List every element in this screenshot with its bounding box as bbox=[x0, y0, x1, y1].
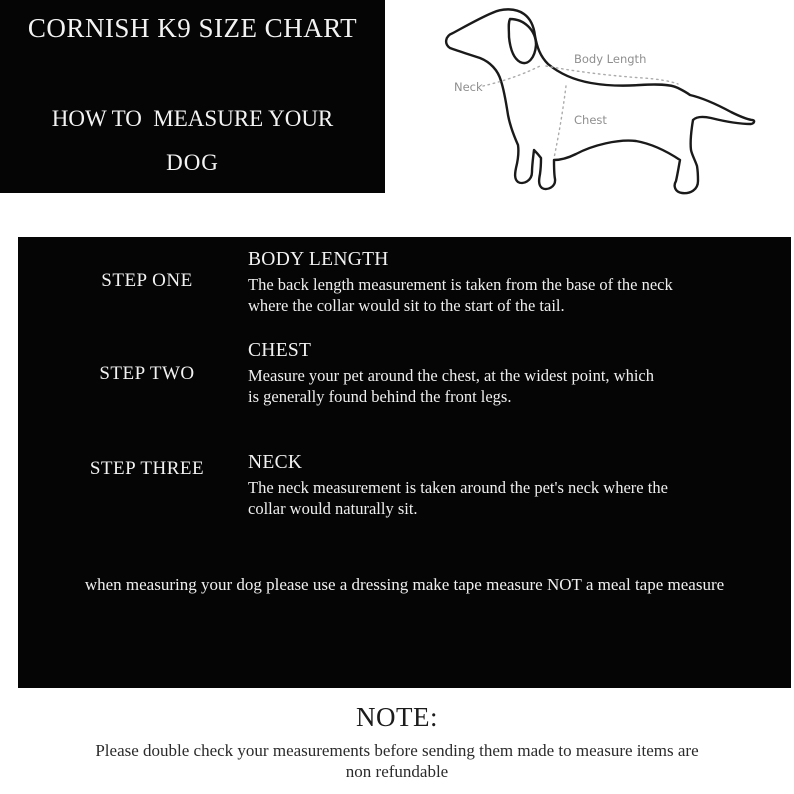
dog-body-outline bbox=[446, 9, 754, 193]
page-title: CORNISH K9 SIZE CHART bbox=[27, 13, 358, 43]
note-body-line1: Please double check your measurements before sending them made to measure items are bbox=[95, 741, 699, 760]
note-body-line2: non refundable bbox=[345, 762, 449, 781]
step-two-heading: CHEST bbox=[248, 340, 312, 361]
page-subtitle-line1: HOW TO MEASURE YOUR bbox=[51, 106, 334, 131]
step-three-label: STEP THREE bbox=[89, 458, 205, 479]
dachshund-outline-drawing bbox=[428, 2, 792, 217]
chest-measure-line bbox=[554, 86, 566, 158]
step-three-description bbox=[248, 478, 753, 519]
tape-measure-footnote: when measuring your dog please use a dressing make tape measure NOT a meal tape measure bbox=[84, 575, 725, 594]
step-three-description-line2: collar would naturally sit. bbox=[248, 498, 418, 518]
step-one-description-line2: where the collar would sit to the start of the tail. bbox=[248, 295, 565, 315]
step-one-description-line1: The back length measurement is taken from the base of the neck bbox=[248, 275, 673, 294]
step-one-label: STEP ONE bbox=[101, 270, 193, 291]
measuring-steps-panel bbox=[18, 237, 791, 688]
step-two-description-line1: Measure your pet around the chest, at the widest point, which bbox=[248, 366, 654, 385]
step-two-description-line2: is generally found behind the front legs. bbox=[248, 386, 512, 406]
step-one-description bbox=[248, 275, 753, 316]
body-length-label: Body Length bbox=[574, 52, 647, 66]
note-body bbox=[0, 740, 794, 782]
step-three-description-line1: The neck measurement is taken around the pet's neck where the bbox=[248, 478, 668, 497]
step-three-heading: NECK bbox=[248, 452, 303, 473]
title-panel bbox=[0, 0, 385, 193]
note-heading: NOTE: bbox=[356, 702, 438, 732]
step-one-heading: BODY LENGTH bbox=[248, 249, 389, 270]
step-two-description bbox=[248, 366, 753, 407]
dog-measurement-diagram bbox=[428, 2, 792, 217]
step-two-label: STEP TWO bbox=[99, 363, 195, 384]
neck-measure-line bbox=[483, 66, 540, 86]
neck-label: Neck bbox=[454, 80, 483, 94]
page-subtitle-line2: DOG bbox=[166, 150, 219, 175]
chest-label: Chest bbox=[574, 113, 607, 127]
